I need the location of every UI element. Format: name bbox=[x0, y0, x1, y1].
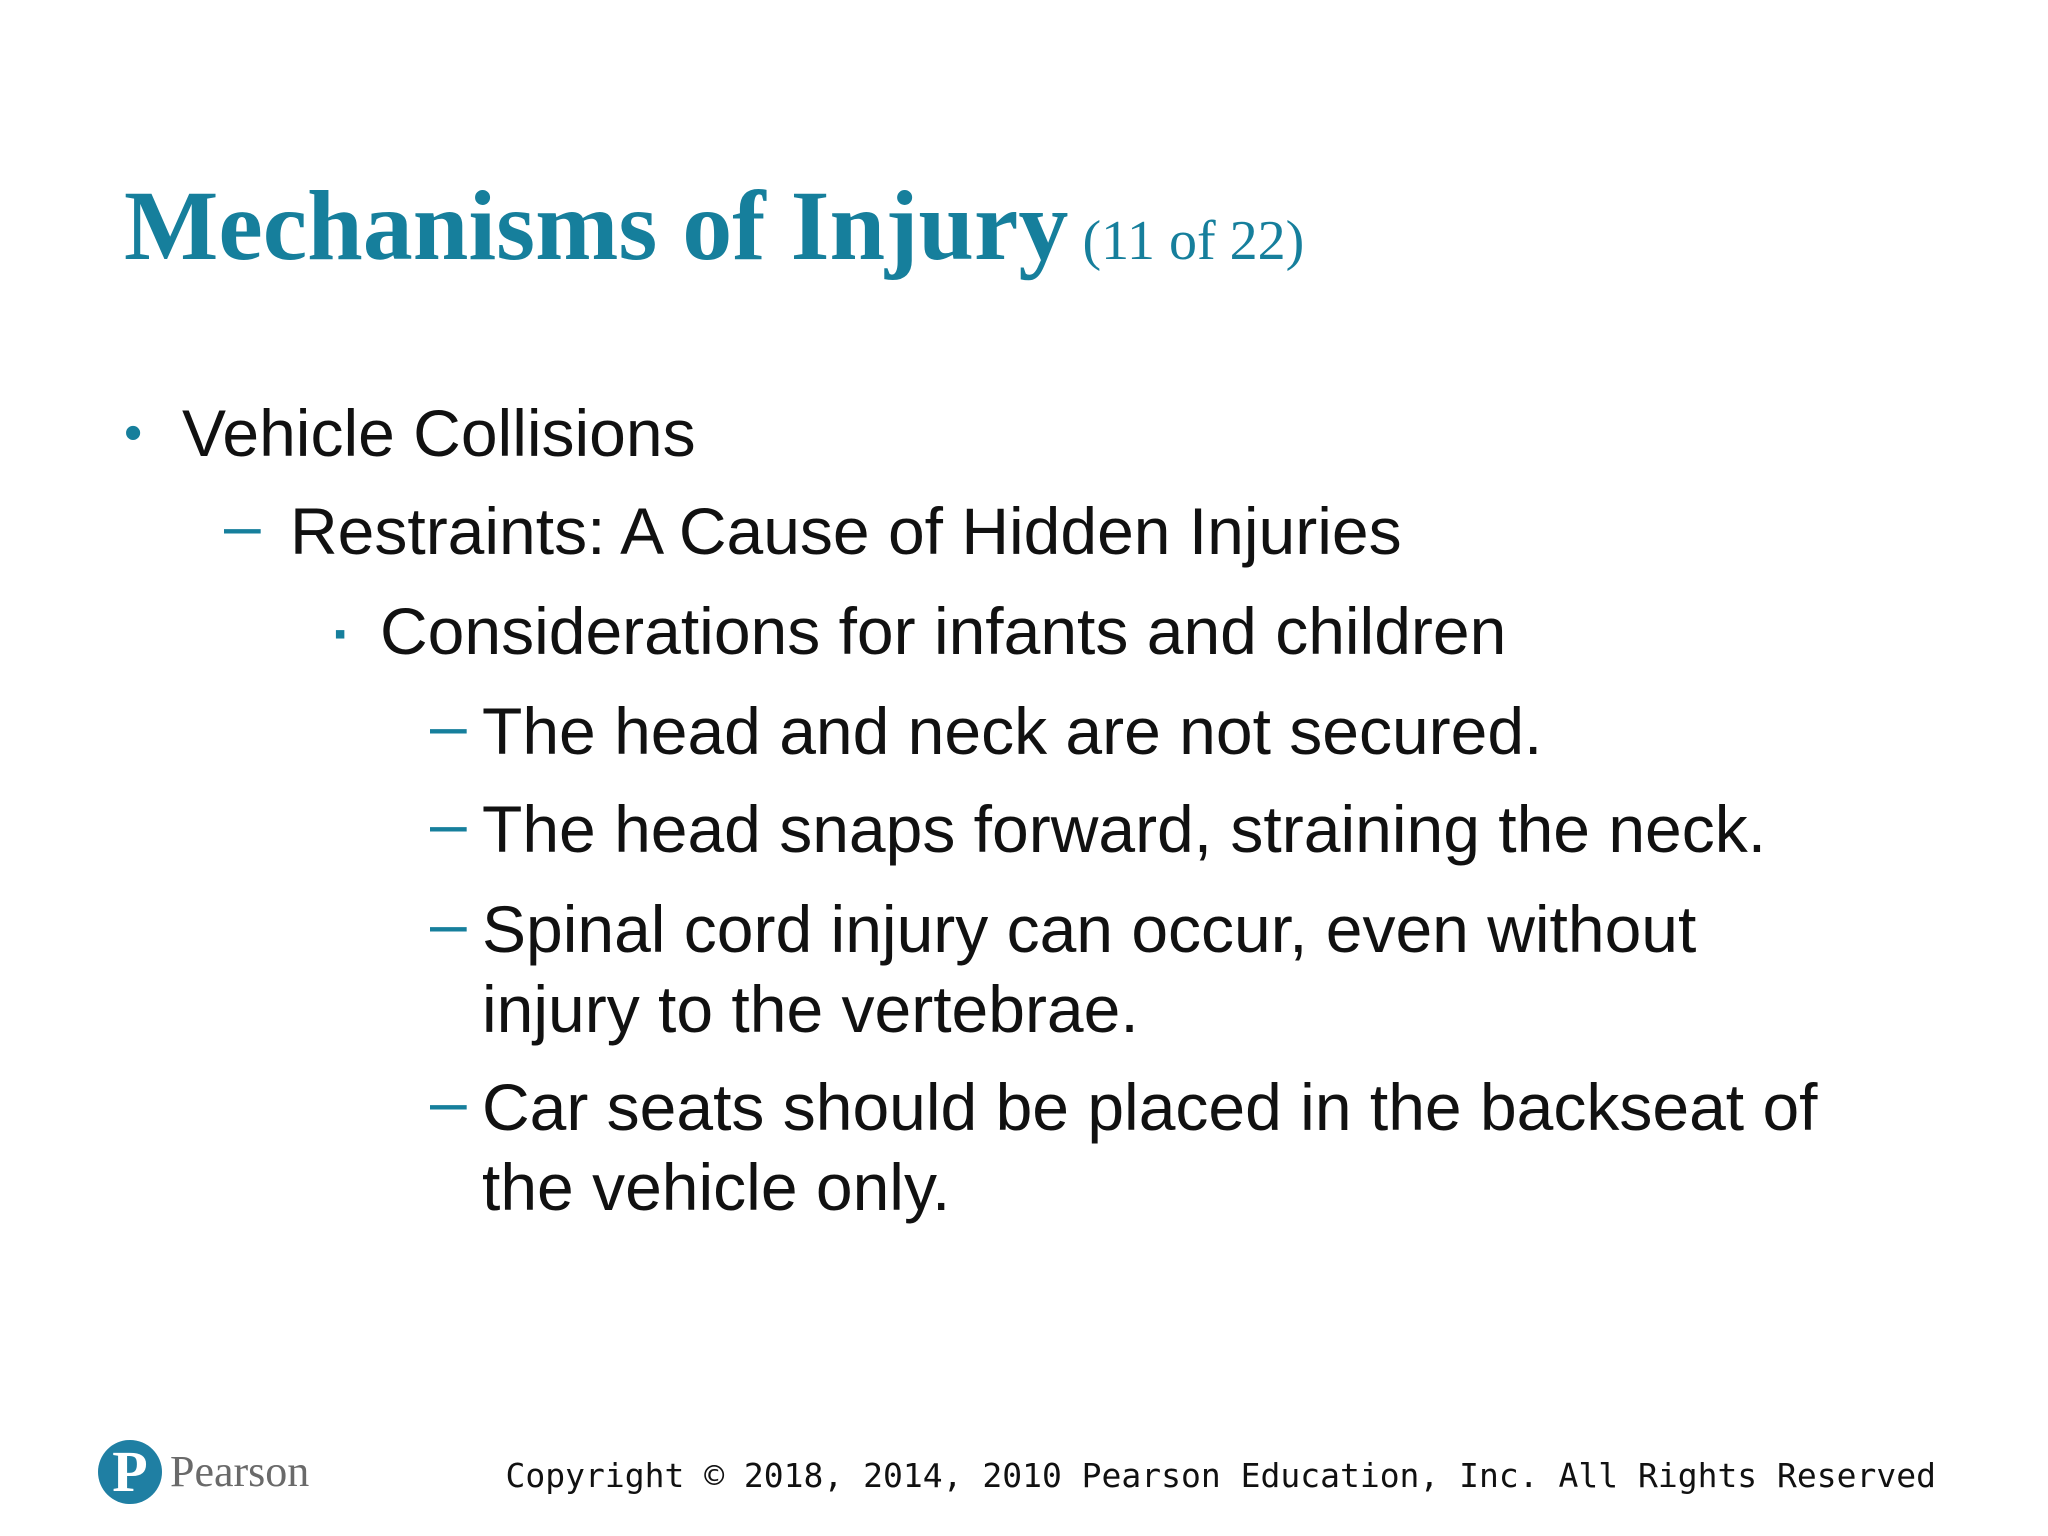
sub-bullet-text: The head snaps forward, straining the neck. bbox=[482, 792, 1767, 866]
bullet-text: Considerations for infants and children bbox=[380, 594, 1507, 668]
sub-bullet-text: The head and neck are not secured. bbox=[482, 694, 1543, 768]
sub-bullet-text-line-1: Spinal cord injury can occur, even without bbox=[482, 892, 1697, 966]
square-bullet-icon: ▪ bbox=[334, 615, 347, 653]
bullet-text: Vehicle Collisions bbox=[182, 396, 696, 470]
slide-title bbox=[124, 168, 1304, 283]
logo-letter: P bbox=[112, 1440, 148, 1504]
pearson-logo-icon bbox=[98, 1440, 162, 1504]
dash-icon: – bbox=[430, 786, 467, 860]
dash-icon: – bbox=[430, 886, 467, 960]
title-main: Mechanisms of Injury bbox=[124, 170, 1069, 281]
copyright-text: Copyright © 2018, 2014, 2010 Pearson Education, Inc. All Rights Reserved bbox=[505, 1456, 1936, 1495]
dash-icon: – bbox=[224, 488, 261, 562]
bullet-text: Restraints: A Cause of Hidden Injuries bbox=[290, 494, 1402, 568]
dash-icon: – bbox=[430, 1064, 467, 1138]
dash-icon: – bbox=[430, 688, 467, 762]
brand-name: Pearson bbox=[170, 1447, 310, 1496]
sub-bullet-text-line-2: injury to the vertebrae. bbox=[482, 972, 1139, 1046]
slide-footer bbox=[0, 1438, 2048, 1536]
sub-bullet-text-line-2: the vehicle only. bbox=[482, 1150, 951, 1224]
bullet-dot-icon: • bbox=[124, 404, 143, 462]
sub-bullet-text-line-1: Car seats should be placed in the backseat of bbox=[482, 1070, 1818, 1144]
title-page-indicator: (11 of 22) bbox=[1082, 210, 1305, 272]
